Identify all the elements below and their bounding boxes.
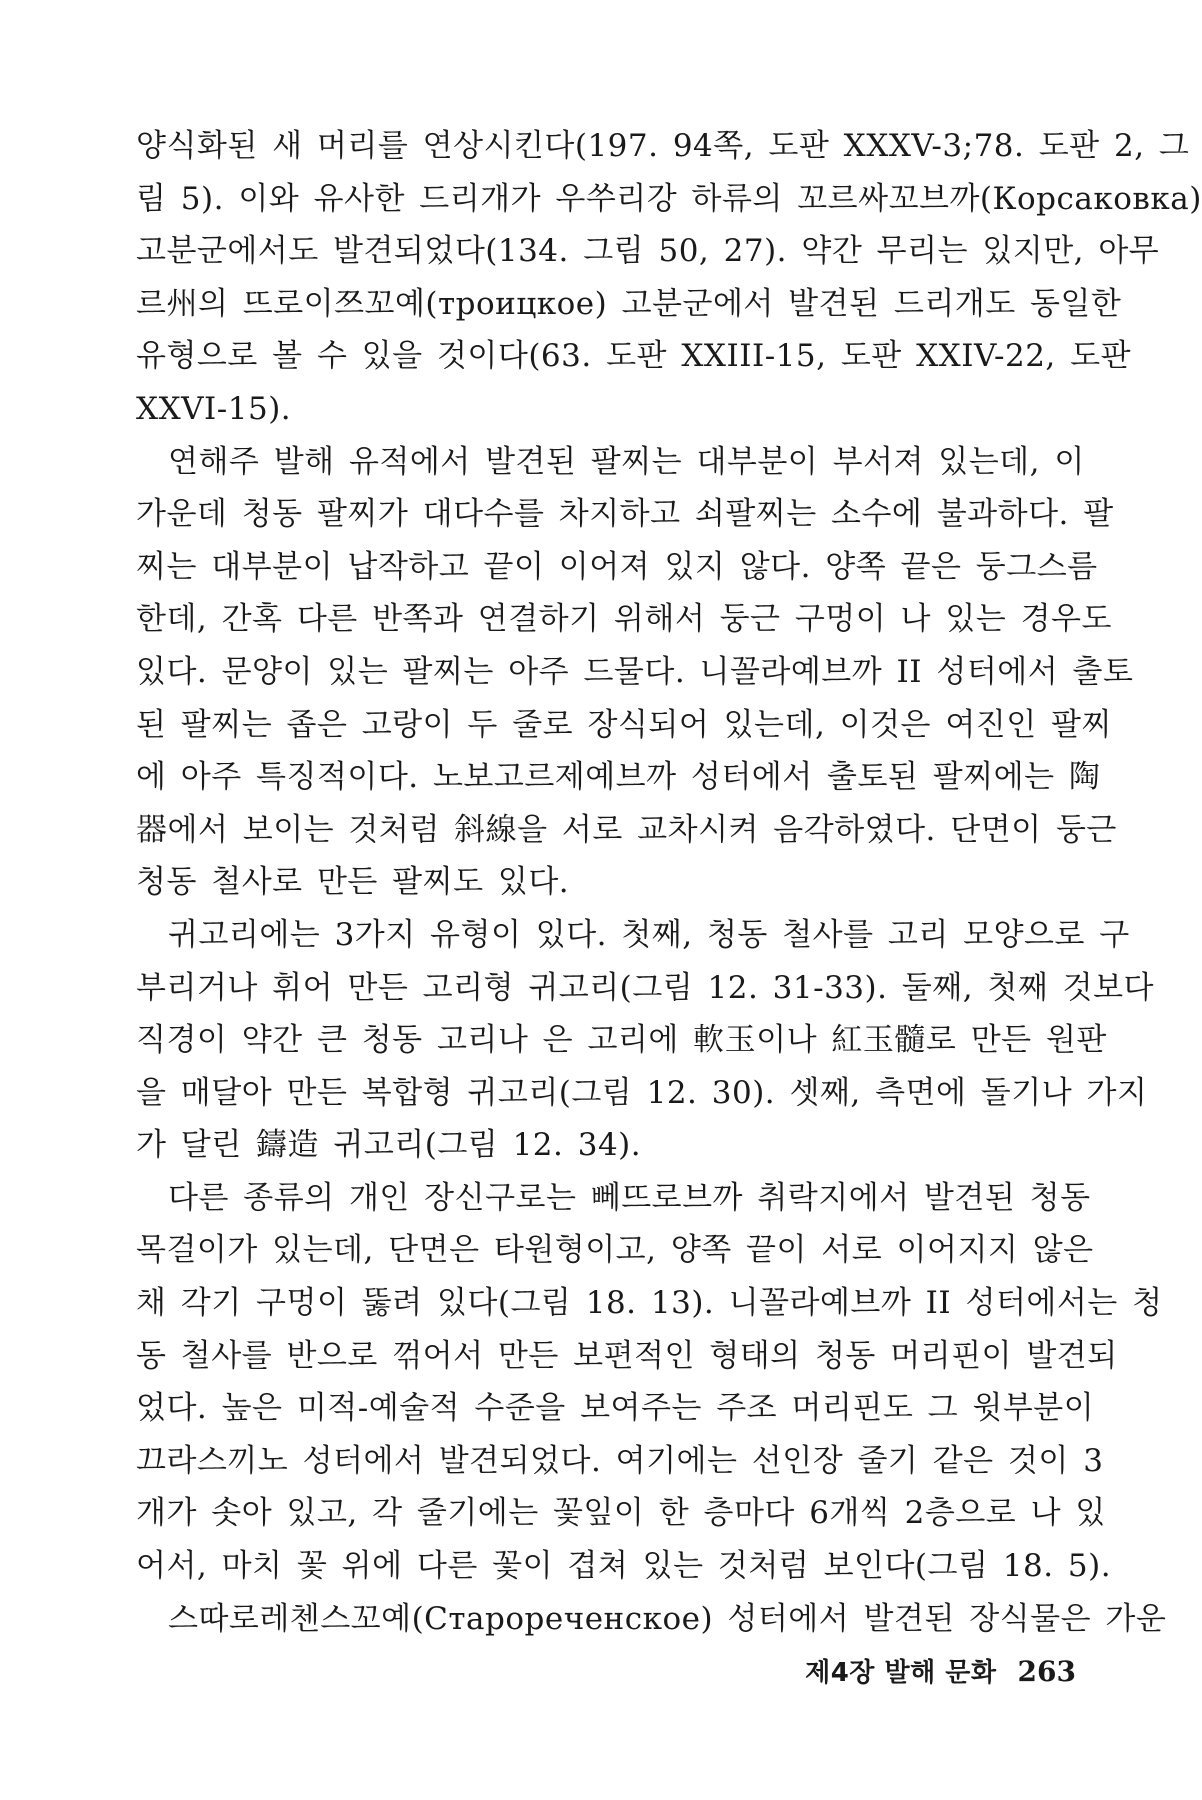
text-line: 개가 솟아 있고, 각 줄기에는 꽃잎이 한 층마다 6개씩 2층으로 나 있	[136, 1495, 1106, 1532]
text-line: 유형으로 볼 수 있을 것이다(63. 도판 XXIII-15, 도판 XXIV-22, 도판	[136, 338, 1132, 375]
text-line: 청동 철사로 만든 팔찌도 있다.	[136, 864, 570, 901]
text-line: 목걸이가 있는데, 단면은 타원형이고, 양쪽 끝이 서로 이어지지 않은	[136, 1232, 1094, 1269]
text-line: 양식화된 새 머리를 연상시킨다(197. 94쪽, 도판 XXXV-3;78. 도판 2, 그	[136, 128, 1190, 164]
page-number: 263	[1017, 1655, 1076, 1688]
text-line: 귀고리에는 3가지 유형이 있다. 첫째, 청동 철사를 고리 모양으로 구	[168, 916, 1130, 953]
text-line: 가운데 청동 팔찌가 대다수를 차지하고 쇠팔찌는 소수에 불과하다. 팔	[136, 496, 1114, 533]
text-line: 한데, 간혹 다른 반쪽과 연결하기 위해서 둥근 구멍이 나 있는 경우도	[136, 601, 1112, 638]
text-line: 찌는 대부분이 납작하고 끝이 이어져 있지 않다. 양쪽 끝은 둥그스름	[136, 548, 1098, 585]
text-line: 채 각기 구멍이 뚫려 있다(그림 18. 13). 니꼴라예브까 II 성터에서는 청	[136, 1285, 1163, 1322]
text-line: 끄라스끼노 성터에서 발견되었다. 여기에는 선인장 줄기 같은 것이 3	[136, 1442, 1104, 1479]
text-line: 스따로레첸스꼬예(Старореченское) 성터에서 발견된 장식물은 가운	[168, 1600, 1167, 1637]
text-line: 에 아주 특징적이다. 노보고르제예브까 성터에서 출토된 팔찌에는 陶	[136, 759, 1101, 796]
text-line: 을 매달아 만든 복합형 귀고리(그림 12. 30). 셋째, 측면에 돌기나 가지	[136, 1074, 1148, 1111]
text-line: 된 팔찌는 좁은 고랑이 두 줄로 장식되어 있는데, 이것은 여진인 팔찌	[136, 706, 1112, 743]
text-line: 연해주 발해 유적에서 발견된 팔찌는 대부분이 부서져 있는데, 이	[168, 443, 1085, 480]
running-footer	[805, 1652, 1076, 1689]
text-line: 器에서 보이는 것처럼 斜線을 서로 교차시켜 음각하였다. 단면이 둥근	[136, 811, 1117, 848]
text-line: 가 달린 鑄造 귀고리(그림 12. 34).	[136, 1127, 642, 1164]
text-line: 림 5). 이와 유사한 드리개가 우쑤리강 하류의 꼬르싸꼬브까(Корсаковка)	[136, 180, 1202, 217]
text-line: 동 철사를 반으로 꺾어서 만든 보편적인 형태의 청동 머리핀이 발견되	[136, 1337, 1118, 1374]
text-line: 고분군에서도 발견되었다(134. 그림 50, 27). 약간 무리는 있지만, 아무	[136, 233, 1160, 270]
text-line: 었다. 높은 미적-예술적 수준을 보여주는 주조 머리핀도 그 윗부분이	[136, 1390, 1095, 1427]
text-line: XXVI-15).	[136, 390, 292, 427]
text-line: 르州의 뜨로이쯔꼬예(троицкое) 고분군에서 발견된 드리개도 동일한	[136, 285, 1122, 322]
text-line: 있다. 문양이 있는 팔찌는 아주 드물다. 니꼴라예브까 II 성터에서 출토	[136, 653, 1134, 690]
text-line: 다른 종류의 개인 장신구로는 뻬뜨로브까 취락지에서 발견된 청동	[168, 1179, 1091, 1216]
text-line: 어서, 마치 꽃 위에 다른 꽃이 겹쳐 있는 것처럼 보인다(그림 18. 5).	[136, 1548, 1112, 1585]
text-line: 부리거나 휘어 만든 고리형 귀고리(그림 12. 31-33). 둘째, 첫째 것보다	[136, 969, 1155, 1006]
text-line: 직경이 약간 큰 청동 고리나 은 고리에 軟玉이나 紅玉髓로 만든 원판	[136, 1022, 1107, 1059]
chapter-title: 제4장 발해 문화	[805, 1658, 997, 1688]
body-text	[136, 120, 1202, 1645]
